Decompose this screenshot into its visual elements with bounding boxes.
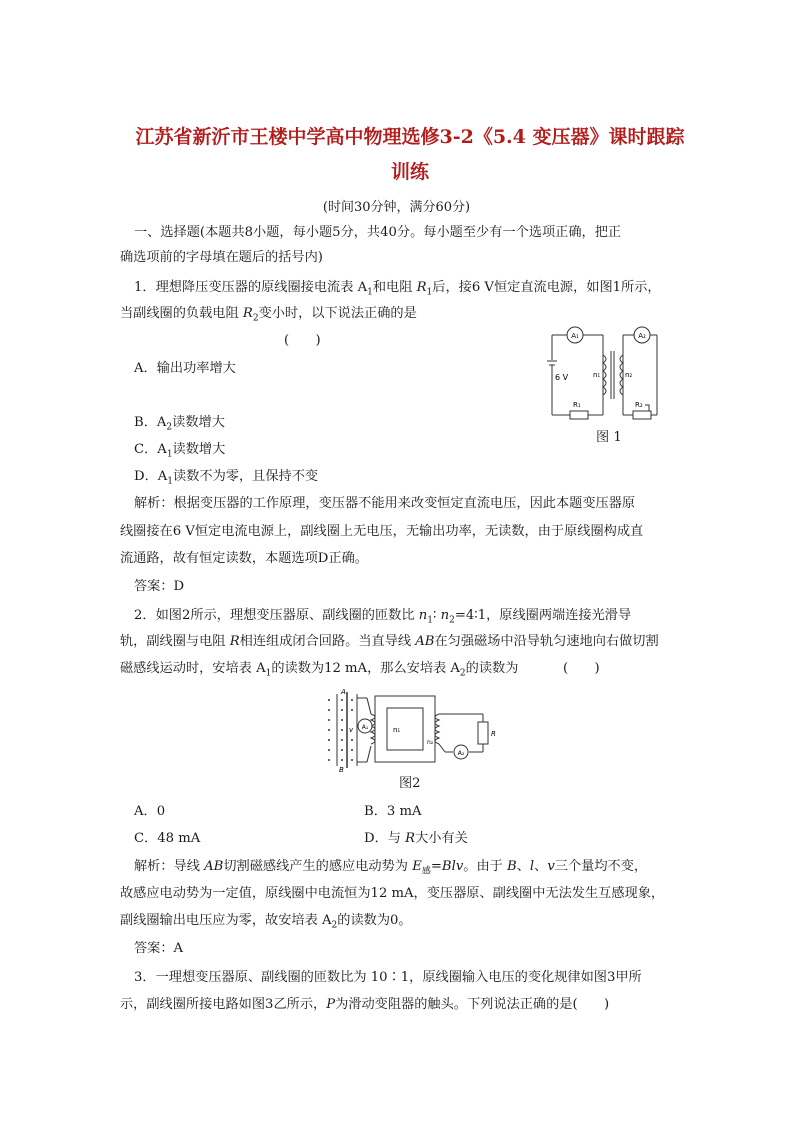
- q2-explanation-line3: 副线圈输出电压应为零，故安培表 $A_2$的读数为0。: [120, 913, 412, 931]
- section-heading-line1: 一、选择题(本题共8小题，每小题5分，共40分。每小题至少有一个选项正确，把正: [134, 225, 622, 240]
- q1-fig-n1: n₁: [593, 371, 601, 379]
- q2-fig-a2: A₂: [457, 750, 465, 757]
- q2-figure-caption: 图2: [399, 776, 421, 791]
- q2-fig-velocity: v: [349, 726, 354, 734]
- q2-fig-n1: n₁: [393, 726, 401, 734]
- q2-stem-line2: 轨，副线圈与电阻 R相连组成闭合回路。当直导线 AB在匀强磁场中沿导轨匀速地向右做切割: [120, 634, 659, 649]
- q1-answer: 答案：D: [134, 579, 185, 594]
- q2-explanation-line2: 故感应电动势为一定值，原线圈中电流恒为12 mA，变压器原、副线圈中无法发生互感现象，: [120, 886, 665, 901]
- q2-answer-bracket: ( ): [563, 661, 600, 676]
- q1-option-b: B．$A_2$读数增大: [134, 415, 225, 433]
- q1-explanation-line2: 线圈接在6 V恒定电流电源上，副线圈上无电压，无输出功率，无读数，由于原线圈构成直: [120, 524, 644, 539]
- q1-figure-caption: 图 1: [596, 430, 622, 445]
- q2-stem-line3: 磁感线运动时，安培表 $A_1$的读数为12 mA，那么安培表 $A_2$的读数为: [120, 661, 519, 679]
- q1-fig-r2: R₂: [635, 401, 643, 409]
- q1-option-a: A．输出功率增大: [134, 361, 236, 376]
- q1-answer-bracket: ( ): [284, 333, 321, 348]
- q2-fig-r: R: [491, 730, 496, 738]
- q1-fig-voltage: 6 V: [555, 373, 569, 382]
- q1-fig-a2: A₂: [638, 332, 646, 340]
- q2-fig-label-a: A: [341, 688, 346, 696]
- q1-circuit-figure: [545, 325, 665, 425]
- q2-fig-n2: n₂: [427, 739, 434, 746]
- q2-stem-line1: 2．如图2所示，理想变压器原、副线圈的匝数比 $n_1∶$ $n_2=4∶1$，原线圈两端连接光滑导: [134, 608, 632, 626]
- q2-option-d: D．与 R大小有关: [364, 831, 468, 846]
- q1-stem-line2: 当副线圈的负载电阻 $R_2$变小时，以下说法正确的是: [120, 306, 417, 324]
- q1-option-d: D．$A_1$读数不为零，且保持不变: [134, 469, 319, 487]
- q1-explanation-line1: 解析：根据变压器的工作原理，变压器不能用来改变恒定直流电压，因此本题变压器原: [134, 496, 636, 511]
- q1-fig-a1: A₁: [571, 332, 579, 340]
- doc-title-line1: 江苏省新沂市王楼中学高中物理选修3-2《5.4 变压器》课时跟踪: [135, 126, 685, 148]
- q2-explanation-line1: 解析：导线 AB切割磁感线产生的感应电动势为 $E_感=Blv$。由于 B、l、v三个量均不变，: [134, 859, 648, 877]
- q1-fig-n2: n₂: [625, 371, 633, 379]
- doc-subtitle: (时间30分钟，满分60分): [322, 200, 471, 215]
- q1-stem-line1: 1．理想降压变压器的原线圈接电流表 $A_1$和电阻 $R_1$后，接6 V恒定直流电源，如图1所示，: [134, 280, 661, 298]
- q3-stem-line1: 3．一理想变压器原、副线圈的匝数比为 10∶1，原线圈输入电压的变化规律如图3甲所: [134, 970, 642, 985]
- q1-explanation-line3: 流通路，故有恒定读数，本题选项D正确。: [120, 551, 368, 566]
- q2-option-a: A．0: [134, 804, 166, 819]
- q2-option-b: B．3 mA: [364, 804, 422, 819]
- q1-fig-r1: R₁: [573, 401, 581, 409]
- q2-answer: 答案：A: [134, 941, 184, 956]
- q2-circuit-figure: [323, 686, 499, 772]
- q2-option-c: C．48 mA: [134, 831, 201, 846]
- q2-fig-a1: A₁: [361, 724, 369, 731]
- section-heading-line2: 确选项前的字母填在题后的括号内): [120, 250, 323, 265]
- q2-fig-label-b: B: [339, 766, 344, 772]
- q3-stem-line2: 示，副线圈所接电路如图3乙所示，P为滑动变阻器的触头。下列说法正确的是( ): [120, 997, 610, 1012]
- doc-title-line2: 训练: [390, 161, 429, 183]
- q1-option-c: C．$A_1$读数增大: [134, 442, 226, 460]
